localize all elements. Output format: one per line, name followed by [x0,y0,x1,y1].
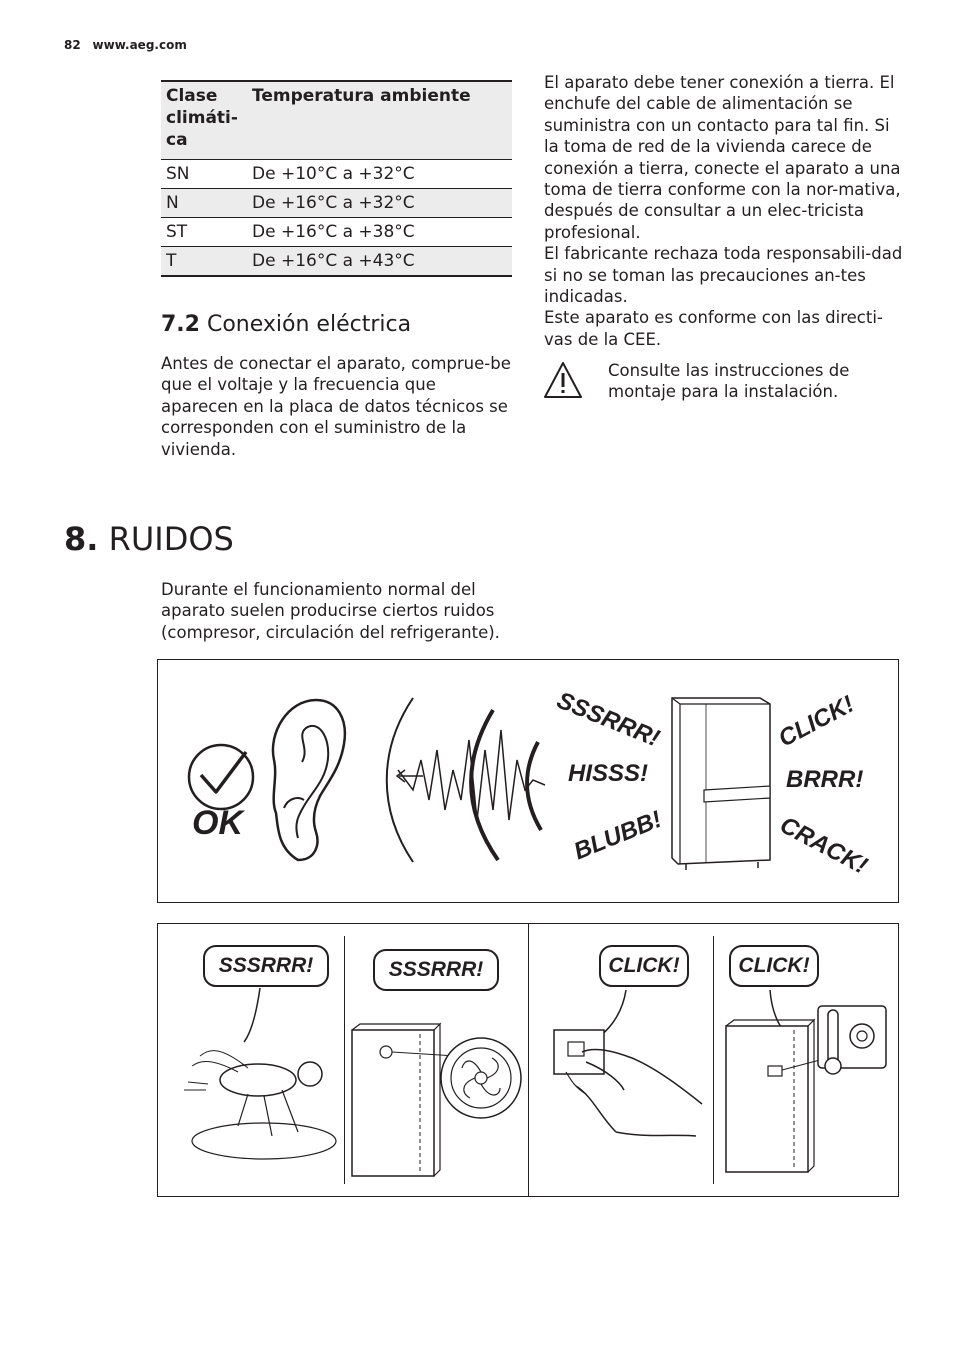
section-8-heading [64,520,234,558]
table-cell-temp: De +16°C a +32°C [247,189,512,218]
bubble-label-switch: CLICK! [608,954,680,977]
sound-wave-icon [383,690,553,870]
fridge-icon [666,692,776,874]
fridge-fan-icon [346,990,526,1186]
bubble-label-fly: SSSRRR! [218,954,314,977]
noise-intro: Durante el funcionamiento normal del aparato suelen producirse ciertos ruidos (compresor, circulación del refrigerante). [161,580,500,642]
section-title: RUIDOS [108,520,234,558]
sound-click: CLICK! [774,690,859,753]
hand-switch-icon [546,986,706,1146]
table-cell-temp: De +16°C a +38°C [247,218,512,247]
section-number: 8. [64,520,99,558]
noise-sources-figure [157,923,899,1197]
table-cell-temp: De +10°C a +32°C [247,160,512,189]
table-cell-class: T [161,247,247,277]
page-header [64,38,187,52]
grounding-text [544,72,904,350]
warning-text: Consulte las instrucciones de montaje para la instalación. [608,361,850,402]
section-number: 7.2 [161,312,200,337]
table-cell-class: SN [161,160,247,189]
table-row [161,247,512,277]
cee-paragraph: Este aparato es conforme con las directi-vas de la CEE. [544,308,883,349]
sound-blubb: BLUBB! [570,805,666,866]
divider [713,936,714,1184]
sound-crack: CRACK! [775,811,872,880]
table-cell-class: N [161,189,247,218]
bubble-label-thermostat: CLICK! [738,954,810,977]
liability-paragraph: El fabricante rechaza toda responsabili-dad si no se toman las precauciones an-tes indicadas. [544,244,903,307]
divider [528,924,529,1196]
checkmark-icon [186,742,256,812]
table-cell-temp: De +16°C a +43°C [247,247,512,277]
grounding-paragraph: El aparato debe tener conexión a tierra. El enchufe del cable de alimentación se suministra con un contacto para tal fin. Si la toma de red de la vivienda carece de conexión a tierra, conecte el aparato a una toma de tierra conforme con la nor-mativa, después de consultar a un elec-tricista profesional. [544,73,901,242]
page-number: 82 [64,38,81,52]
sound-hisss: HISSS! [568,760,649,787]
table-header-ambient-temp: Temperatura ambiente [247,81,512,160]
warning-triangle-icon [543,360,583,400]
bubble-label-fan: SSSRRR! [388,958,484,981]
ok-label: OK [192,804,243,842]
table-row [161,160,512,189]
fridge-thermostat-icon [720,986,895,1186]
divider [344,936,345,1184]
table-row [161,218,512,247]
table-header-row [161,81,512,160]
table-cell-class: ST [161,218,247,247]
table-row [161,189,512,218]
fly-icon [178,986,338,1146]
section-7-2-body: Antes de conectar el aparato, comprue-be que el voltaje y la frecuencia que aparecen en la placa de datos técnicos se corresponden con el suministro de la vivienda. [161,354,511,459]
noise-overview-figure [157,659,899,903]
page-url: www.aeg.com [92,38,187,52]
section-title: Conexión eléctrica [206,312,412,337]
ear-icon [258,688,348,868]
section-7-2-heading [161,312,411,337]
sound-sssrrr: SSSRRR! [553,686,664,753]
sound-brrr: BRRR! [786,766,864,793]
table-header-climate-class: Clase climáti- ca [161,81,247,160]
climate-class-table [161,80,512,277]
